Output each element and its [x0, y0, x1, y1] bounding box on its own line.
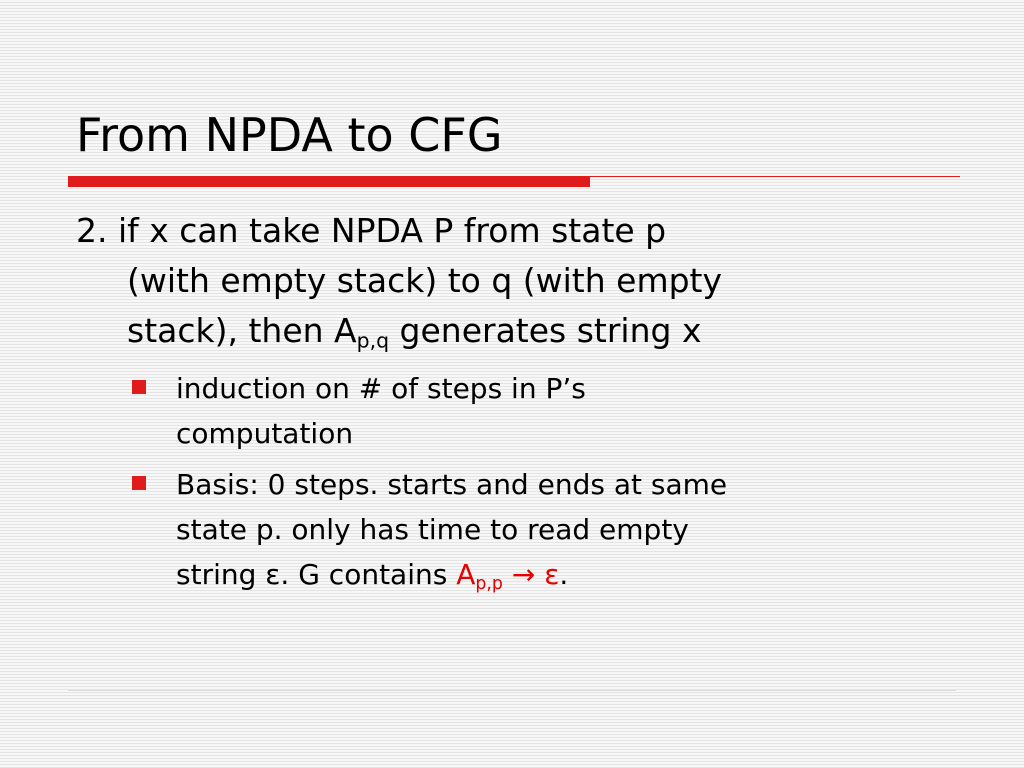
bullet-induction — [128, 366, 958, 456]
rule-subscript: p,p — [475, 573, 503, 594]
slide-title: From NPDA to CFG — [76, 108, 503, 162]
title-underline-thick — [68, 176, 590, 187]
bullet-basis-line-1: Basis: 0 steps. starts and ends at same — [176, 468, 728, 501]
main-point-line-2: (with empty stack) to q (with empty — [127, 261, 722, 300]
bullet-basis-line-3-prefix: string ε. G contains — [176, 558, 457, 591]
footer-divider — [68, 690, 956, 691]
square-bullet-icon — [132, 476, 146, 490]
title-underline-thin — [590, 176, 960, 177]
main-point-line-3-prefix: stack), then A — [127, 311, 357, 350]
production-rule — [456, 558, 560, 594]
bullet-induction-line-2: computation — [176, 417, 354, 450]
main-point-line-1: 2. if x can take NPDA P from state p — [76, 211, 667, 250]
sub-bullet-list — [128, 366, 958, 603]
bullet-basis-line-3 — [176, 552, 958, 597]
rule-symbol: A — [456, 558, 476, 591]
nonterminal-subscript: p,q — [356, 328, 390, 353]
bullet-basis-line-2: state p. only has time to read empty — [176, 513, 689, 546]
bullet-basis — [128, 462, 958, 597]
main-point — [76, 206, 956, 356]
rule-result: ε — [544, 558, 560, 591]
bullet-induction-line-1: induction on # of steps in P’s — [176, 372, 586, 405]
bullet-basis-line-3-suffix: . — [559, 558, 569, 591]
main-point-line-3 — [76, 306, 956, 356]
square-bullet-icon — [132, 380, 146, 394]
arrow-icon: → — [502, 558, 545, 591]
main-point-line-3-suffix: generates string x — [389, 311, 702, 350]
